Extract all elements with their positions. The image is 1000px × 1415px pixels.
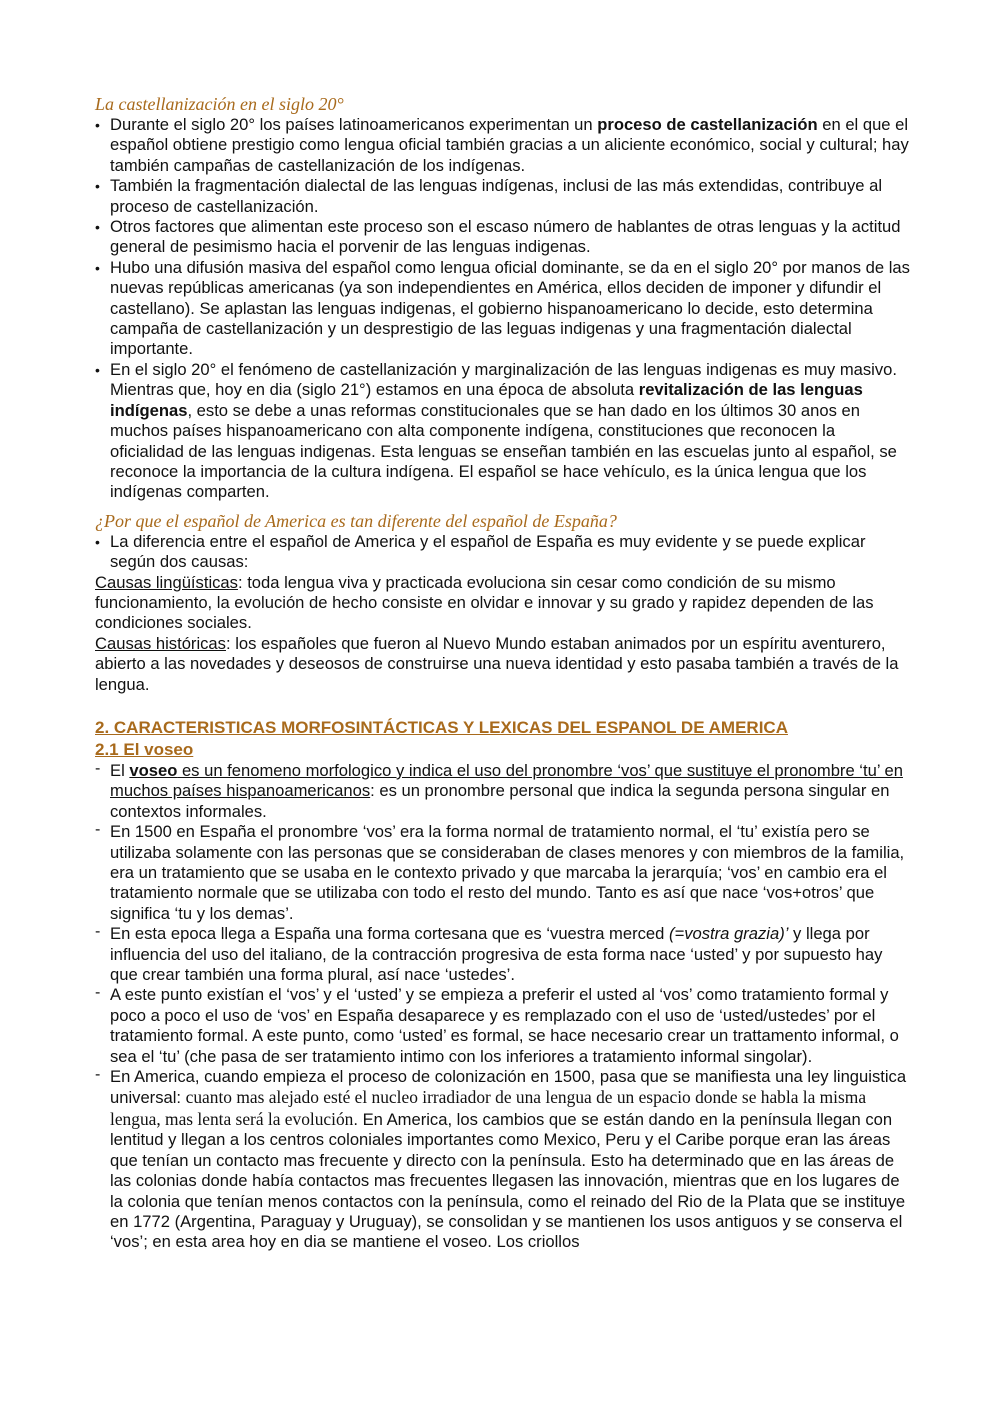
text-run: Durante el siglo 20° los países latinoamericanos experimentan un	[110, 115, 598, 134]
list-item	[95, 360, 910, 503]
list-item	[95, 924, 910, 985]
bullet-marker: •	[95, 117, 100, 133]
bullet-text: La diferencia entre el español de America y el español de España es muy evidente y se puede explicar según dos causas:	[110, 531, 866, 572]
text-run: cuanto mas alejado esté el nucleo irradiador de una lengua de un espacio donde se habla la misma lengua, mas lenta será la evolución	[110, 1087, 867, 1129]
chapter-heading: 2. CARACTERISTICAS MORFOSINTÁCTICAS Y LEXICAS DEL ESPANOL DE AMERICA	[95, 717, 788, 737]
text-run: En esta epoca llega a España una forma cortesana que es ‘vuestra merced	[110, 924, 669, 944]
voseo-dash-list	[95, 761, 910, 1253]
causa-text: : toda lengua viva y practicada evoluciona sin cesar como condición de su mismo funcionamiento, la evolución de hecho consiste en olvidar e innovar y su grado y rapidez dependen de las condiciones sociales.	[95, 572, 874, 633]
causa-text: : los españoles que fueron al Nuevo Mundo estaban animados por un espíritu aventurero, abierto a las novedades y deseosos de construirse una nueva identidad y esto pasaba también a través de la lengua.	[95, 633, 899, 694]
causa-linguistica-paragraph	[95, 573, 910, 634]
list-item	[95, 761, 910, 822]
text-run: Otros factores que alimentan este proceso son el escaso número de hablantes de otras lenguas y la actitud general de pesimismo hacia el porvenir de las lenguas indigenas.	[110, 217, 901, 257]
list-item	[95, 985, 910, 1067]
bullet-marker: •	[95, 259, 100, 276]
text-run: en el que el español obtiene prestigio como lengua oficial también gracias a un aliciente económico, social y cultural; hay también campañas de castellanización de los indígenas.	[110, 115, 909, 175]
list-item	[95, 822, 910, 924]
por-que-bullet-list	[95, 532, 910, 573]
text-run: En el siglo 20° el fenómeno de castellanización y marginalización de las lenguas indigenas es muy masivo. Mientras que, hoy en dia (siglo 21°) estamos en una época de absoluta	[110, 359, 897, 400]
bullet-marker: •	[95, 178, 100, 195]
text-run: y llega por influencia del uso del italiano, de la contracción progresiva de esta forma nace ‘usted’ y por supuesto hay que crear también una forma plural, así nace ‘ustedes’.	[110, 924, 883, 985]
list-item	[95, 217, 910, 258]
causa-label: Causas históricas	[95, 633, 226, 653]
list-item	[95, 258, 910, 360]
list-item	[95, 1067, 910, 1253]
bold-term: revitalización de las lenguas indígenas	[110, 380, 863, 420]
text-run: El	[110, 760, 130, 780]
section-title-castellanizacion: La castellanización en el siglo 20°	[95, 94, 344, 114]
text-run: También la fragmentación dialectal de las lenguas indígenas, inclusi de las más extendidas, contribuye al proceso de castellanización.	[110, 176, 883, 216]
text-run: es un fenomeno morfologico y indica el uso del pronombre ‘vos’ que sustituye el pronombre ‘tu’ en muchos países hispanoamericanos	[110, 760, 903, 801]
document-page	[95, 93, 910, 1253]
subsection-heading-voseo: 2.1 El voseo	[95, 739, 194, 759]
causa-historica-paragraph	[95, 634, 910, 695]
text-run: (=vostra grazia)’	[669, 924, 789, 944]
bullet-marker: -	[95, 923, 101, 941]
text-run: , esto se debe a unas reformas constitucionales que se han dado en los últimos 30 anos en muchos países hispanoamericano con alta componente indígena, constituciones que reconocen la oficialidad de las lenguas indigenas. Esta lenguas se enseñan también en las escuelas junto al español, se reconoce la importancia de la cultura indígena. El español se hace vehículo, es la única lengua que los indígenas comparten.	[110, 400, 897, 502]
bullet-marker: -	[95, 1066, 101, 1084]
list-item	[95, 176, 910, 217]
text-run: En 1500 en España el pronombre ‘vos’ era la forma normal de tratamiento normal, el ‘tu’ existía pero se utilizaba solamente con las personas que se consideraban de clases menores y con miembros de la familia, era un tratamiento que se usaba en le contexto privado y que marcaba la jerarquía; ‘vos’ en cambio era el tratamiento normale que se utilizaba con todo el resto del mundo. Tanto es así que nace ‘vos+otros’ que significa ‘tu y los demas’.	[110, 822, 905, 923]
bullet-marker: -	[95, 984, 101, 1002]
text-run: A este punto existían el ‘vos’ y el ‘usted’ y se empieza a preferir el usted al ‘vos’ como tratamiento formal y poco a poco el uso de ‘vos’ en España desaparece y es remplazado con el uso de ‘usted/ustedes’ por el tratamiento formal. A este punto, como ‘usted’ es formal, se hace necesario crear un trattamento informal, o sea el ‘tu’ (che pasa de ser tratamiento intimo con los inferiores a tratamiento informal singolar).	[110, 985, 899, 1066]
text-run: : es un pronombre personal que indica la segunda persona singular en contextos informales.	[110, 781, 890, 821]
text-run: Hubo una difusión masiva del español como lengua oficial dominante, se da en el siglo 20° por manos de las nuevas repúblicas americanas (ya son independientes en América, ellos deciden de imponer y difundir el castellano). Se aplastan las lenguas indigenas, el gobierno hispanoamericano lo decide, esto determina campaña de castellanización y un desprestigio de las leguas indigenas y una fragmentación dialectal importante.	[110, 257, 910, 359]
bold-term: proceso de castellanización	[597, 115, 818, 134]
bold-term: voseo	[129, 760, 178, 780]
bullet-marker: •	[95, 361, 100, 378]
bullet-marker: •	[95, 533, 100, 550]
spacer	[95, 695, 910, 717]
bullet-marker: •	[95, 219, 100, 236]
list-item	[95, 532, 910, 573]
causa-label: Causas lingüísticas	[95, 572, 238, 592]
text-run: En America, cuando empieza el proceso de colonización en 1500, pasa que se manifiesta una ley linguistica universal:	[110, 1067, 907, 1108]
castellanizacion-bullet-list	[95, 115, 910, 503]
bullet-marker: -	[95, 821, 101, 839]
spacer	[95, 503, 910, 510]
text-run: . En America, los cambios que se están dando en la península llegan con lentitud y llegan a los centros coloniales importantes como Mexico, Peru y el Caribe porque eran las áreas que tenían un contacto mas frecuente y directo con la península. Esto ha determinado que en las áreas de las colonias donde había contactos mas frecuentes llegasen las innovación, mientras que en los lugares de la colonia que tenían menos contactos con la península, como el reinado del Rio de la Plata que se instituye en 1772 (Argentina, Paraguay y Uruguay), se consolidan y se mantienen los usos antiguos y se conserva el ‘vos’; en esta area hoy en dia se mantiene el voseo. Los criollos	[110, 1109, 906, 1252]
section-title-por-que: ¿Por que el español de America es tan diferente del español de España?	[95, 510, 617, 531]
bullet-marker: -	[95, 759, 101, 777]
list-item	[95, 115, 910, 176]
